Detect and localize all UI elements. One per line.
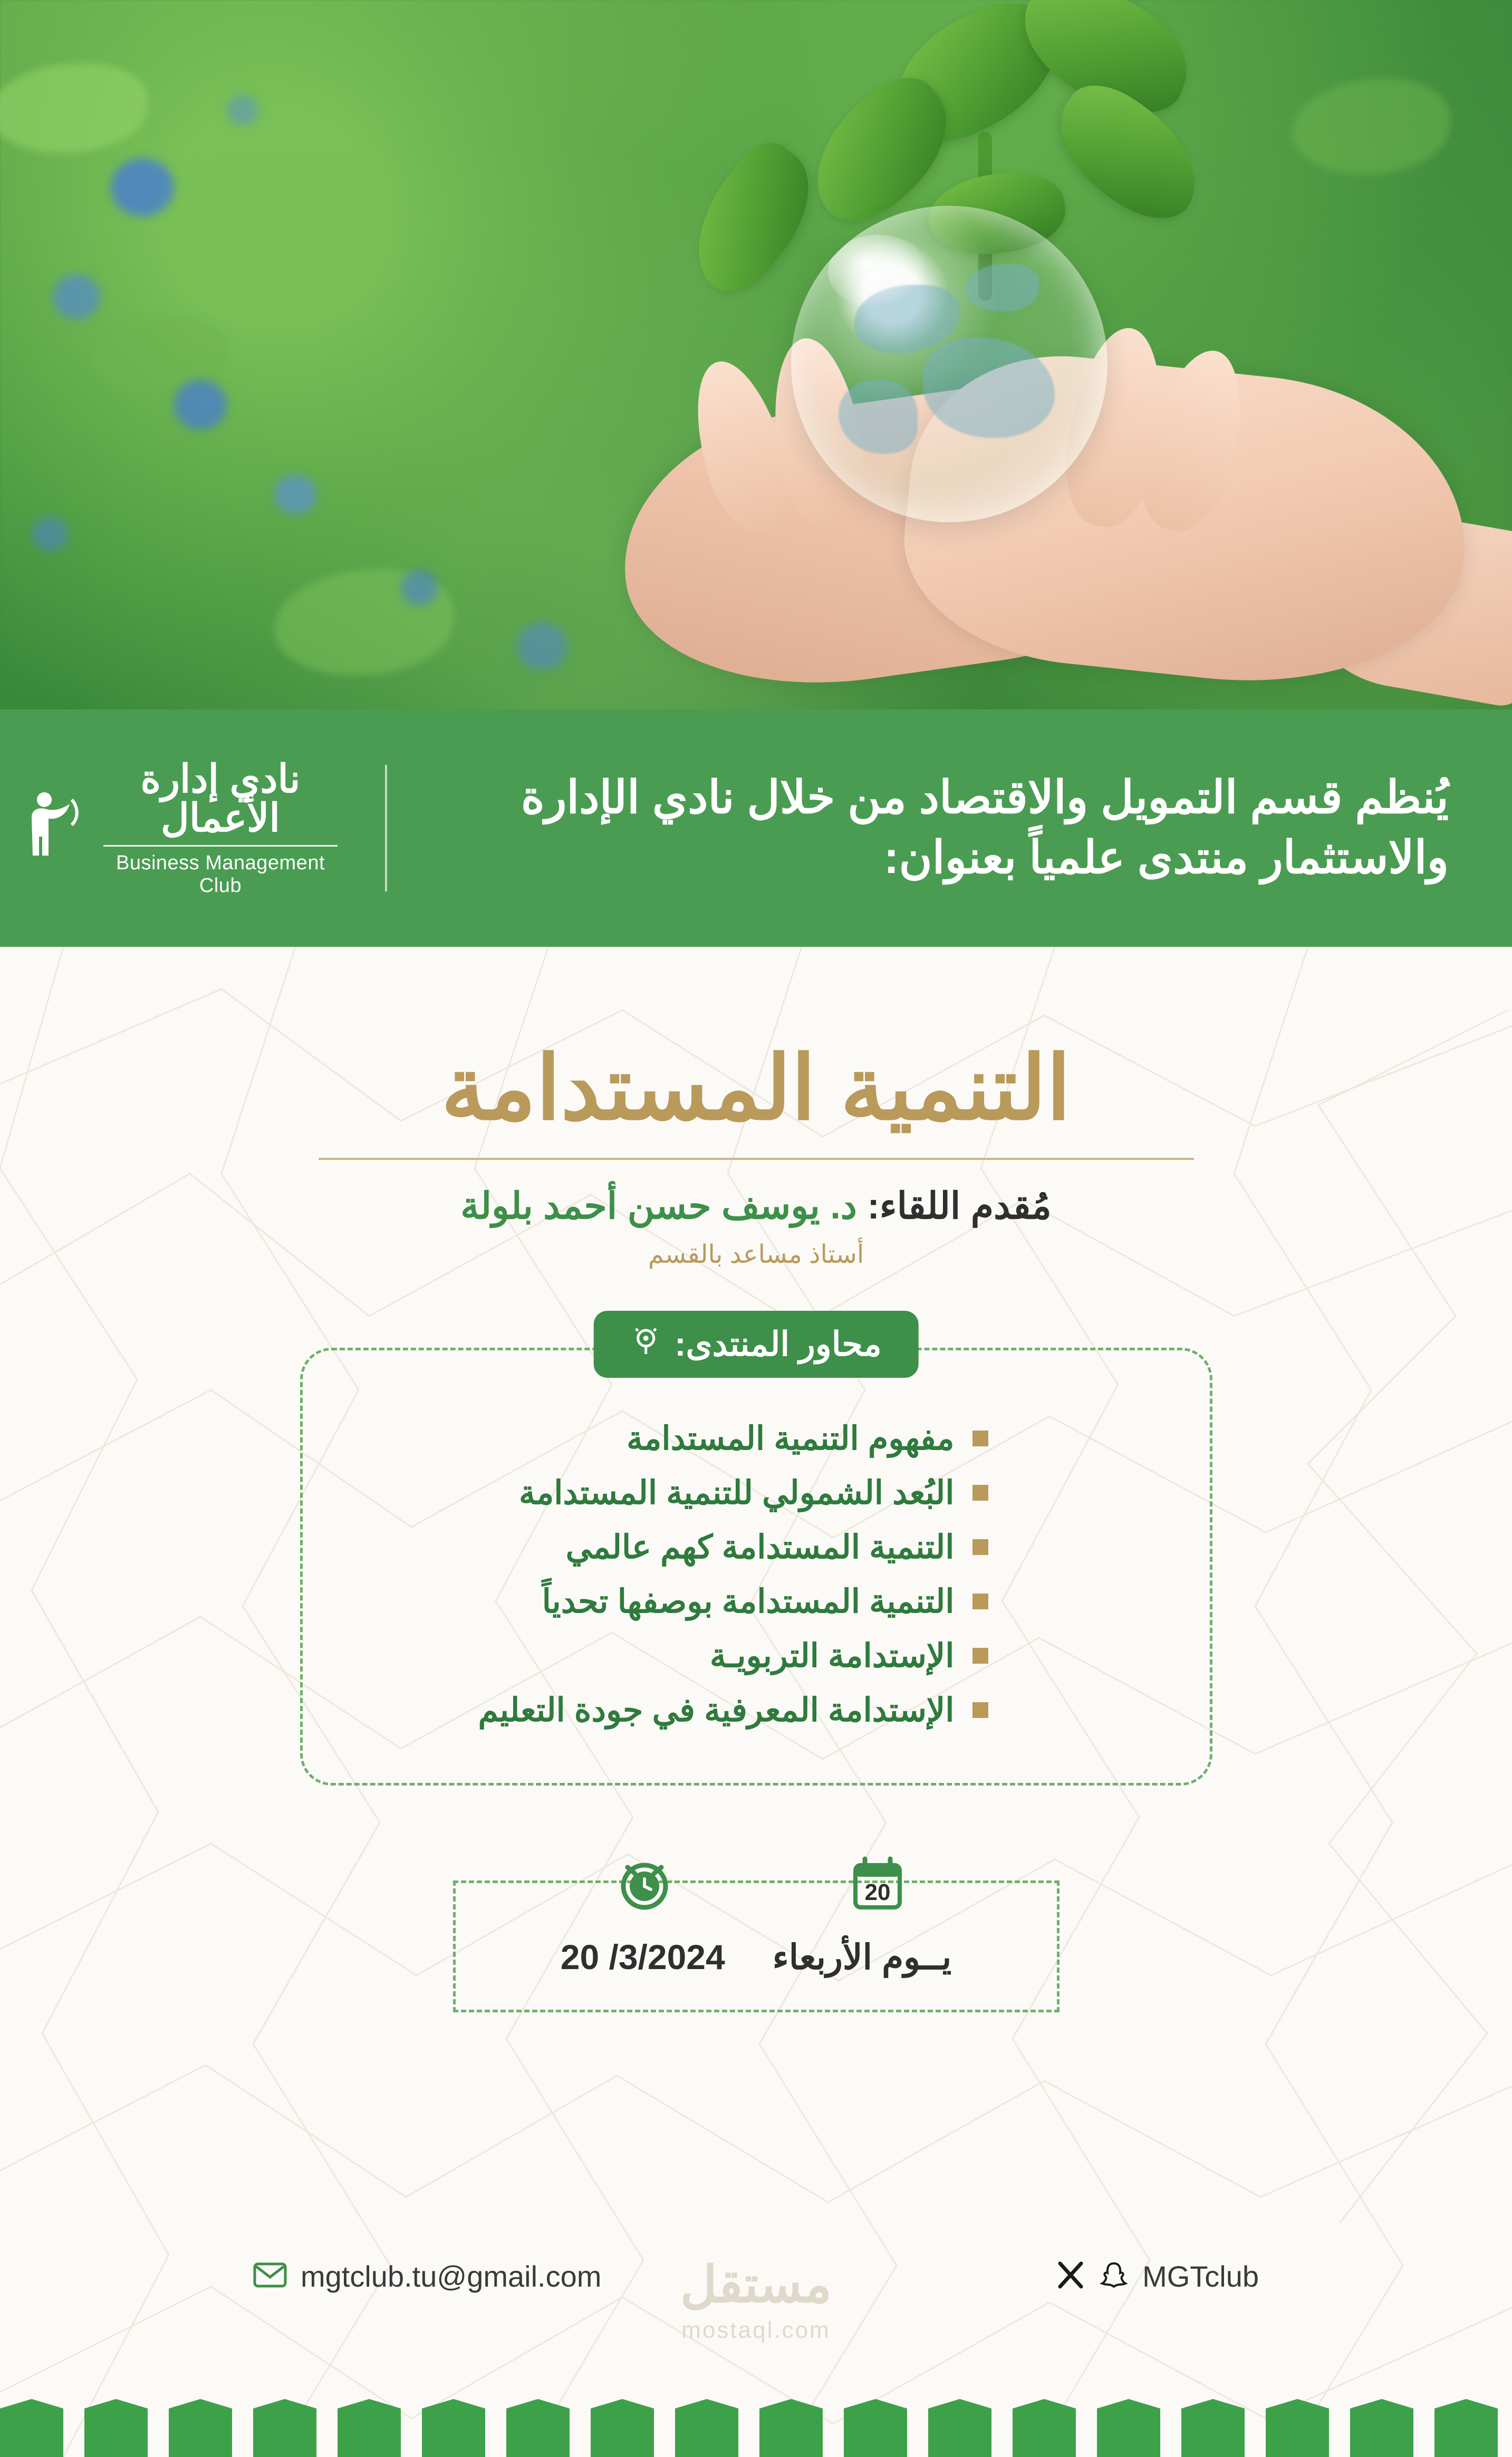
x-twitter-icon (1056, 2260, 1085, 2292)
globe-continent (923, 338, 1055, 438)
axis-item (345, 1411, 1168, 1465)
blue-flower-bokeh (401, 570, 438, 606)
calendar-day-number: 20 (864, 1879, 890, 1905)
presenter-label: مُقدم اللقاء: (867, 1185, 1052, 1226)
axes-heading-label: محاور المنتدى: (675, 1325, 882, 1363)
watermark-english: mostaql.com (681, 2317, 831, 2343)
axis-label: مفهوم التنمية المستدامة (626, 1421, 955, 1457)
organizer-text: يُنظم قسم التمويل والاقتصاد من خلال نادي الإدارة والاستثمار منتدى علمياً بعنوان: (521, 772, 1449, 883)
day-label: يــوم الأربعاء (772, 1937, 952, 1976)
globe-continent (839, 380, 918, 454)
blue-flower-bokeh (32, 517, 69, 551)
page-title: التنمية المستدامة (441, 1039, 1071, 1138)
axis-item (345, 1628, 1168, 1683)
alarm-clock-icon (614, 1853, 675, 1914)
blue-flower-bokeh (53, 274, 100, 319)
bullet-square-icon (972, 1702, 988, 1718)
band-divider (385, 765, 387, 891)
club-logo-text (103, 756, 338, 897)
date-cell (561, 1937, 725, 1977)
club-name-english: Business Management Club (103, 845, 338, 897)
email-contact[interactable] (253, 2259, 601, 2293)
date-label: 20 /3/2024 (560, 1937, 725, 1976)
axis-item (345, 1520, 1168, 1574)
presenter-line (0, 1184, 1512, 1227)
axes-list (345, 1411, 1168, 1737)
poster-body (0, 947, 1512, 2457)
blue-flower-bokeh (274, 475, 316, 514)
organizer-band (0, 709, 1512, 947)
snapchat-icon (1099, 2260, 1129, 2292)
title-underline (319, 1158, 1194, 1160)
email-text: mgtclub.tu@gmail.com (301, 2259, 602, 2293)
location-pin-icon (630, 1325, 661, 1364)
calendar-icon (847, 1853, 908, 1914)
club-name-arabic: نادي إدارة الأعمال (140, 756, 301, 840)
blue-flower-bokeh (174, 380, 227, 430)
axis-label: التنمية المستدامة كهم عالمي (565, 1529, 955, 1566)
club-logo (0, 756, 369, 897)
bullet-square-icon (972, 1594, 988, 1609)
axis-item (345, 1683, 1168, 1737)
social-handle-text: MGTclub (1142, 2259, 1259, 2293)
presenter-name: د. يوسف حسن أحمد بلولة (460, 1185, 857, 1226)
social-contact[interactable] (1056, 2259, 1259, 2293)
axis-item (345, 1465, 1168, 1520)
bullet-square-icon (972, 1648, 988, 1664)
glass-globe (791, 206, 1107, 522)
axis-item (345, 1574, 1168, 1628)
envelope-icon (253, 2261, 287, 2291)
watermark-arabic: مستقل (680, 2257, 832, 2313)
axis-label: الإستدامة المعرفية في جودة التعليم (478, 1692, 955, 1729)
date-time-box (453, 1880, 1060, 2012)
globe-highlight (828, 235, 928, 309)
axis-label: البُعد الشمولي للتنمية المستدامة (518, 1475, 955, 1511)
axis-label: الإستدامة التربويـة (709, 1638, 955, 1674)
bullet-square-icon (972, 1431, 988, 1446)
footer (0, 2229, 1512, 2324)
zigzag-footer-decoration (0, 2399, 1512, 2457)
bullet-square-icon (972, 1539, 988, 1555)
blue-flower-bokeh (517, 622, 567, 670)
blue-flower-bokeh (227, 95, 258, 126)
day-cell (773, 1937, 952, 1978)
hero-photo (0, 0, 1512, 712)
globe-continent (965, 264, 1039, 311)
presenter-role: أستاذ مساعد بالقسم (648, 1241, 864, 1269)
axes-heading (593, 1311, 919, 1378)
blue-flower-bokeh (111, 158, 174, 216)
club-logo-mark-icon (21, 786, 90, 870)
axis-label: التنمية المستدامة بوصفها تحدياً (542, 1583, 955, 1620)
bullet-square-icon (972, 1485, 988, 1501)
